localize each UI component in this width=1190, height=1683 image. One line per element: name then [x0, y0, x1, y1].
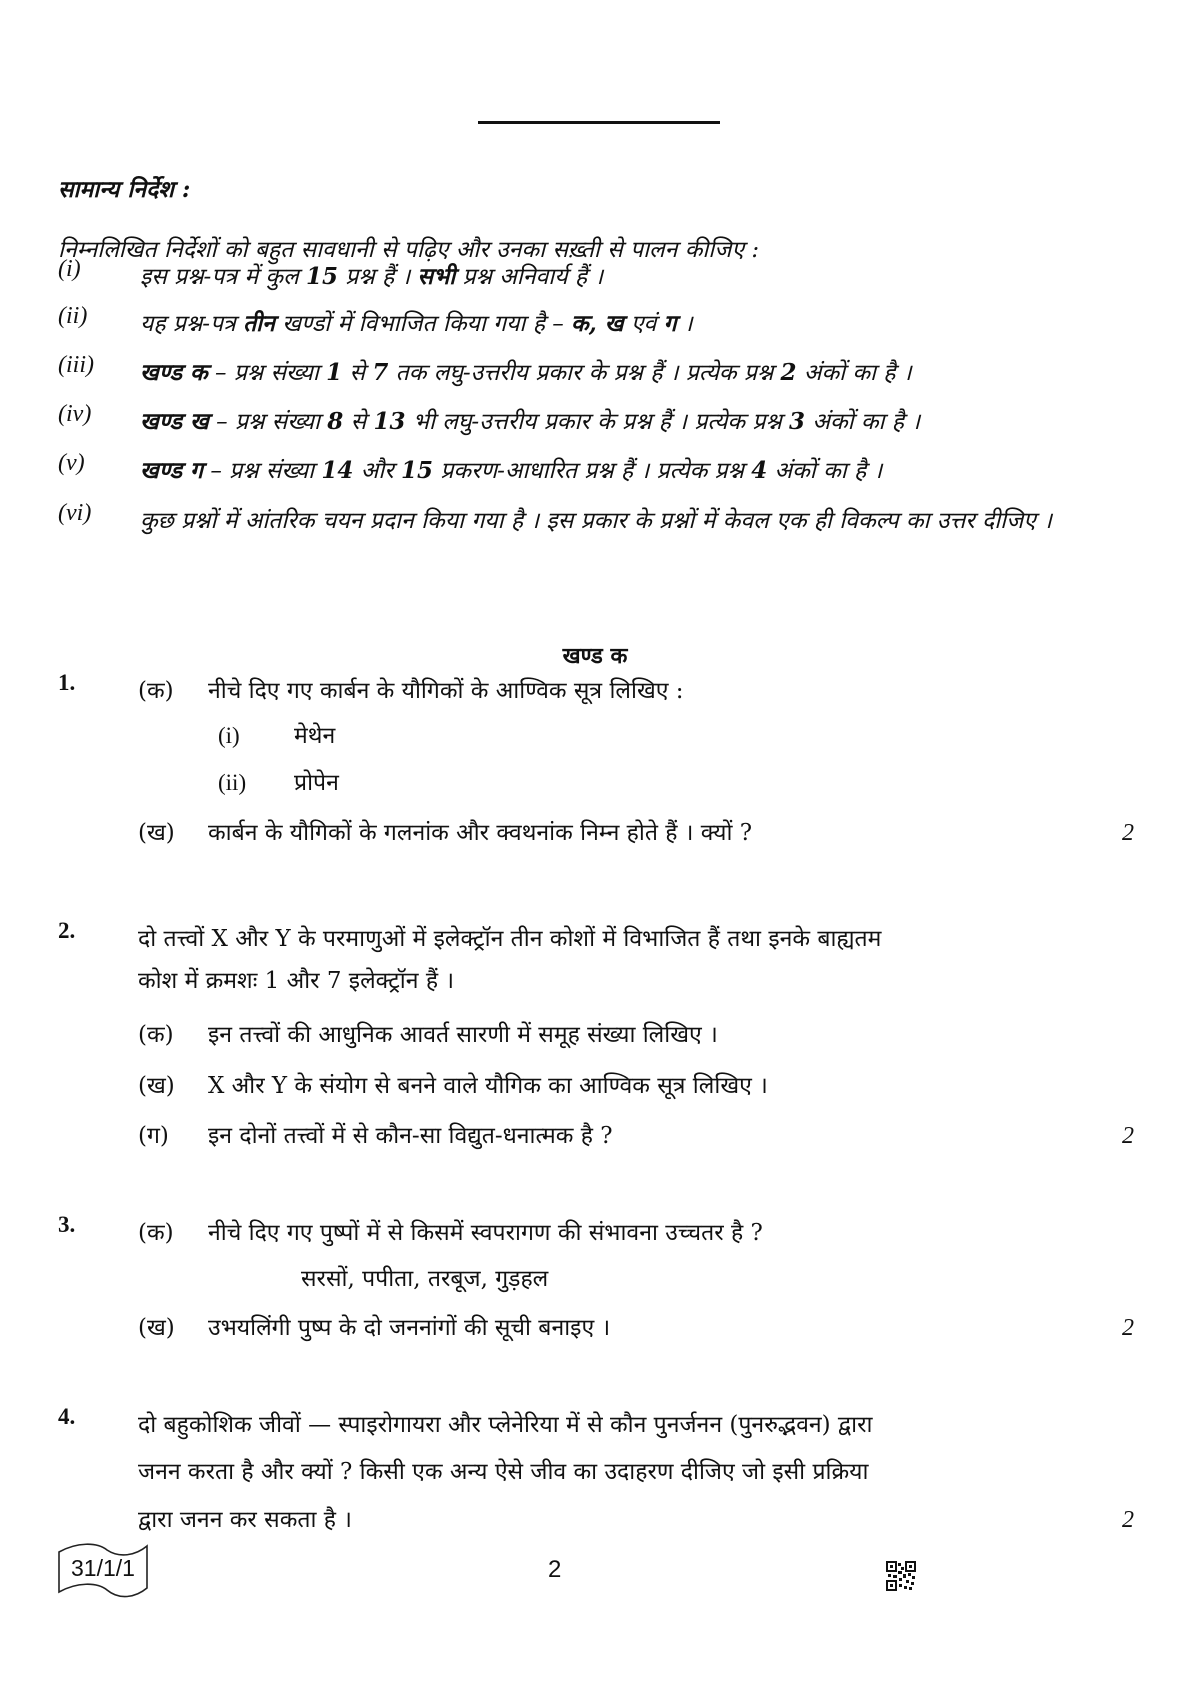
- question-subpart: [218, 713, 335, 759]
- question-part: [138, 1113, 613, 1159]
- qr-code-icon: [886, 1561, 916, 1591]
- question-part: [138, 810, 752, 856]
- instruction-text: इस प्रश्न-पत्र में कुल 15 प्रश्न हैं । सभी प्रश्न अनिवार्य हैं ।: [140, 263, 604, 290]
- question-stem: दो तत्त्वों X और Y के परमाणुओं में इलेक्ट्रॉन तीन कोशों में विभाजित हैं तथा इनके बाह्यतम: [138, 926, 882, 952]
- top-divider: [478, 121, 720, 124]
- part-label: (क): [138, 1220, 174, 1246]
- question-marks: 2: [1122, 820, 1134, 846]
- part-text: इन दोनों तत्त्वों में से कौन-सा विद्युत-धनात्मक है ?: [208, 1123, 613, 1149]
- instruction-item: [58, 352, 1140, 394]
- question-stem: द्वारा जनन कर सकता है ।: [138, 1507, 352, 1533]
- general-instructions-title: सामान्य निर्देश :: [58, 176, 191, 203]
- instruction-text: खण्ड क – प्रश्न संख्या 1 से 7 तक लघु-उत्तरीय प्रकार के प्रश्न हैं । प्रत्येक प्रश्न 2 अंकों का है ।: [140, 359, 912, 386]
- question-part: [138, 1012, 718, 1058]
- instruction-number: (iii): [58, 352, 94, 378]
- instruction-text: कुछ प्रश्नों में आंतरिक चयन प्रदान किया गया है । इस प्रकार के प्रश्नों में केवल एक ही विकल्प का उत्तर दीजिए ।: [140, 508, 1052, 534]
- instruction-item: [58, 500, 1140, 542]
- instruction-item: [58, 303, 1140, 345]
- part-label: (क): [138, 1022, 174, 1048]
- question-marks: 2: [1122, 1315, 1134, 1341]
- instruction-number: (ii): [58, 303, 88, 329]
- question-part: [138, 1210, 763, 1256]
- question-number: 3.: [58, 1212, 76, 1237]
- question-part: [138, 668, 684, 714]
- question-stem: कोश में क्रमशः 1 और 7 इलेक्ट्रॉन हैं ।: [138, 968, 455, 994]
- part-text: कार्बन के यौगिकों के गलनांक और क्वथनांक निम्न होते हैं । क्यों ?: [208, 820, 753, 846]
- instruction-number: (iv): [58, 401, 92, 427]
- part-text: इन तत्त्वों की आधुनिक आवर्त सारणी में समूह संख्या लिखिए ।: [208, 1022, 718, 1048]
- part-label: (ख): [138, 1073, 175, 1099]
- instruction-item: [58, 450, 1140, 492]
- part-text: X और Y के संयोग से बनने वाले यौगिक का आण्विक सूत्र लिखिए ।: [208, 1073, 768, 1099]
- instruction-item: [58, 256, 1140, 298]
- question-marks: 2: [1122, 1123, 1134, 1149]
- part-label: (ख): [138, 820, 175, 846]
- question-stem: जनन करता है और क्यों ? किसी एक अन्य ऐसे जीव का उदाहरण दीजिए जो इसी प्रक्रिया: [138, 1459, 869, 1485]
- paper-code: 31/1/1: [71, 1555, 135, 1581]
- instruction-item: [58, 401, 1140, 443]
- subpart-label: (ii): [218, 770, 247, 795]
- question-part: [138, 1063, 768, 1109]
- instruction-number: (v): [58, 450, 85, 476]
- instruction-text: खण्ड ख – प्रश्न संख्या 8 से 13 भी लघु-उत्तरीय प्रकार के प्रश्न हैं । प्रत्येक प्रश्न 3 अंकों का है ।: [140, 408, 921, 435]
- part-text: नीचे दिए गए पुष्पों में से किसमें स्वपरागण की संभावना उच्चतर है ?: [208, 1220, 763, 1246]
- general-instructions-intro: निम्नलिखित निर्देशों को बहुत सावधानी से पढ़िए और उनका सख़्ती से पालन कीजिए :: [58, 237, 760, 263]
- question-stem: दो बहुकोशिक जीवों — स्पाइरोगायरा और प्लेनेरिया में से कौन पुनर्जनन (पुनरुद्भवन) द्वारा: [138, 1412, 873, 1438]
- question-number: 2.: [58, 918, 76, 943]
- part-text: उभयलिंगी पुष्प के दो जननांगों की सूची बनाइए ।: [208, 1315, 611, 1341]
- question-number: 1.: [58, 670, 76, 695]
- part-text: नीचे दिए गए कार्बन के यौगिकों के आण्विक सूत्र लिखिए :: [208, 678, 684, 704]
- instruction-number: (i): [58, 256, 81, 282]
- part-label: (ग): [138, 1123, 169, 1149]
- question-marks: 2: [1122, 1507, 1134, 1533]
- subpart-text: प्रोपेन: [294, 770, 339, 796]
- subpart-text: मेथेन: [294, 723, 336, 749]
- part-label: (क): [138, 678, 174, 704]
- instruction-text: खण्ड ग – प्रश्न संख्या 14 और 15 प्रकरण-आधारित प्रश्न हैं । प्रत्येक प्रश्न 4 अंकों का है ।: [140, 457, 883, 484]
- question-options: सरसों, पपीता, तरबूज, गुड़हल: [301, 1266, 549, 1292]
- section-heading: खण्ड क: [562, 643, 628, 669]
- part-label: (ख): [138, 1315, 175, 1341]
- question-part: [138, 1305, 610, 1351]
- instruction-number: (vi): [58, 500, 92, 526]
- paper-code-badge: [57, 1542, 149, 1598]
- question-subpart: [218, 760, 339, 806]
- subpart-label: (i): [218, 723, 240, 748]
- page-number: 2: [548, 1556, 562, 1583]
- instruction-text: यह प्रश्न-पत्र तीन खण्डों में विभाजित किया गया है – क, ख एवं ग ।: [140, 310, 693, 337]
- question-number: 4.: [58, 1404, 76, 1429]
